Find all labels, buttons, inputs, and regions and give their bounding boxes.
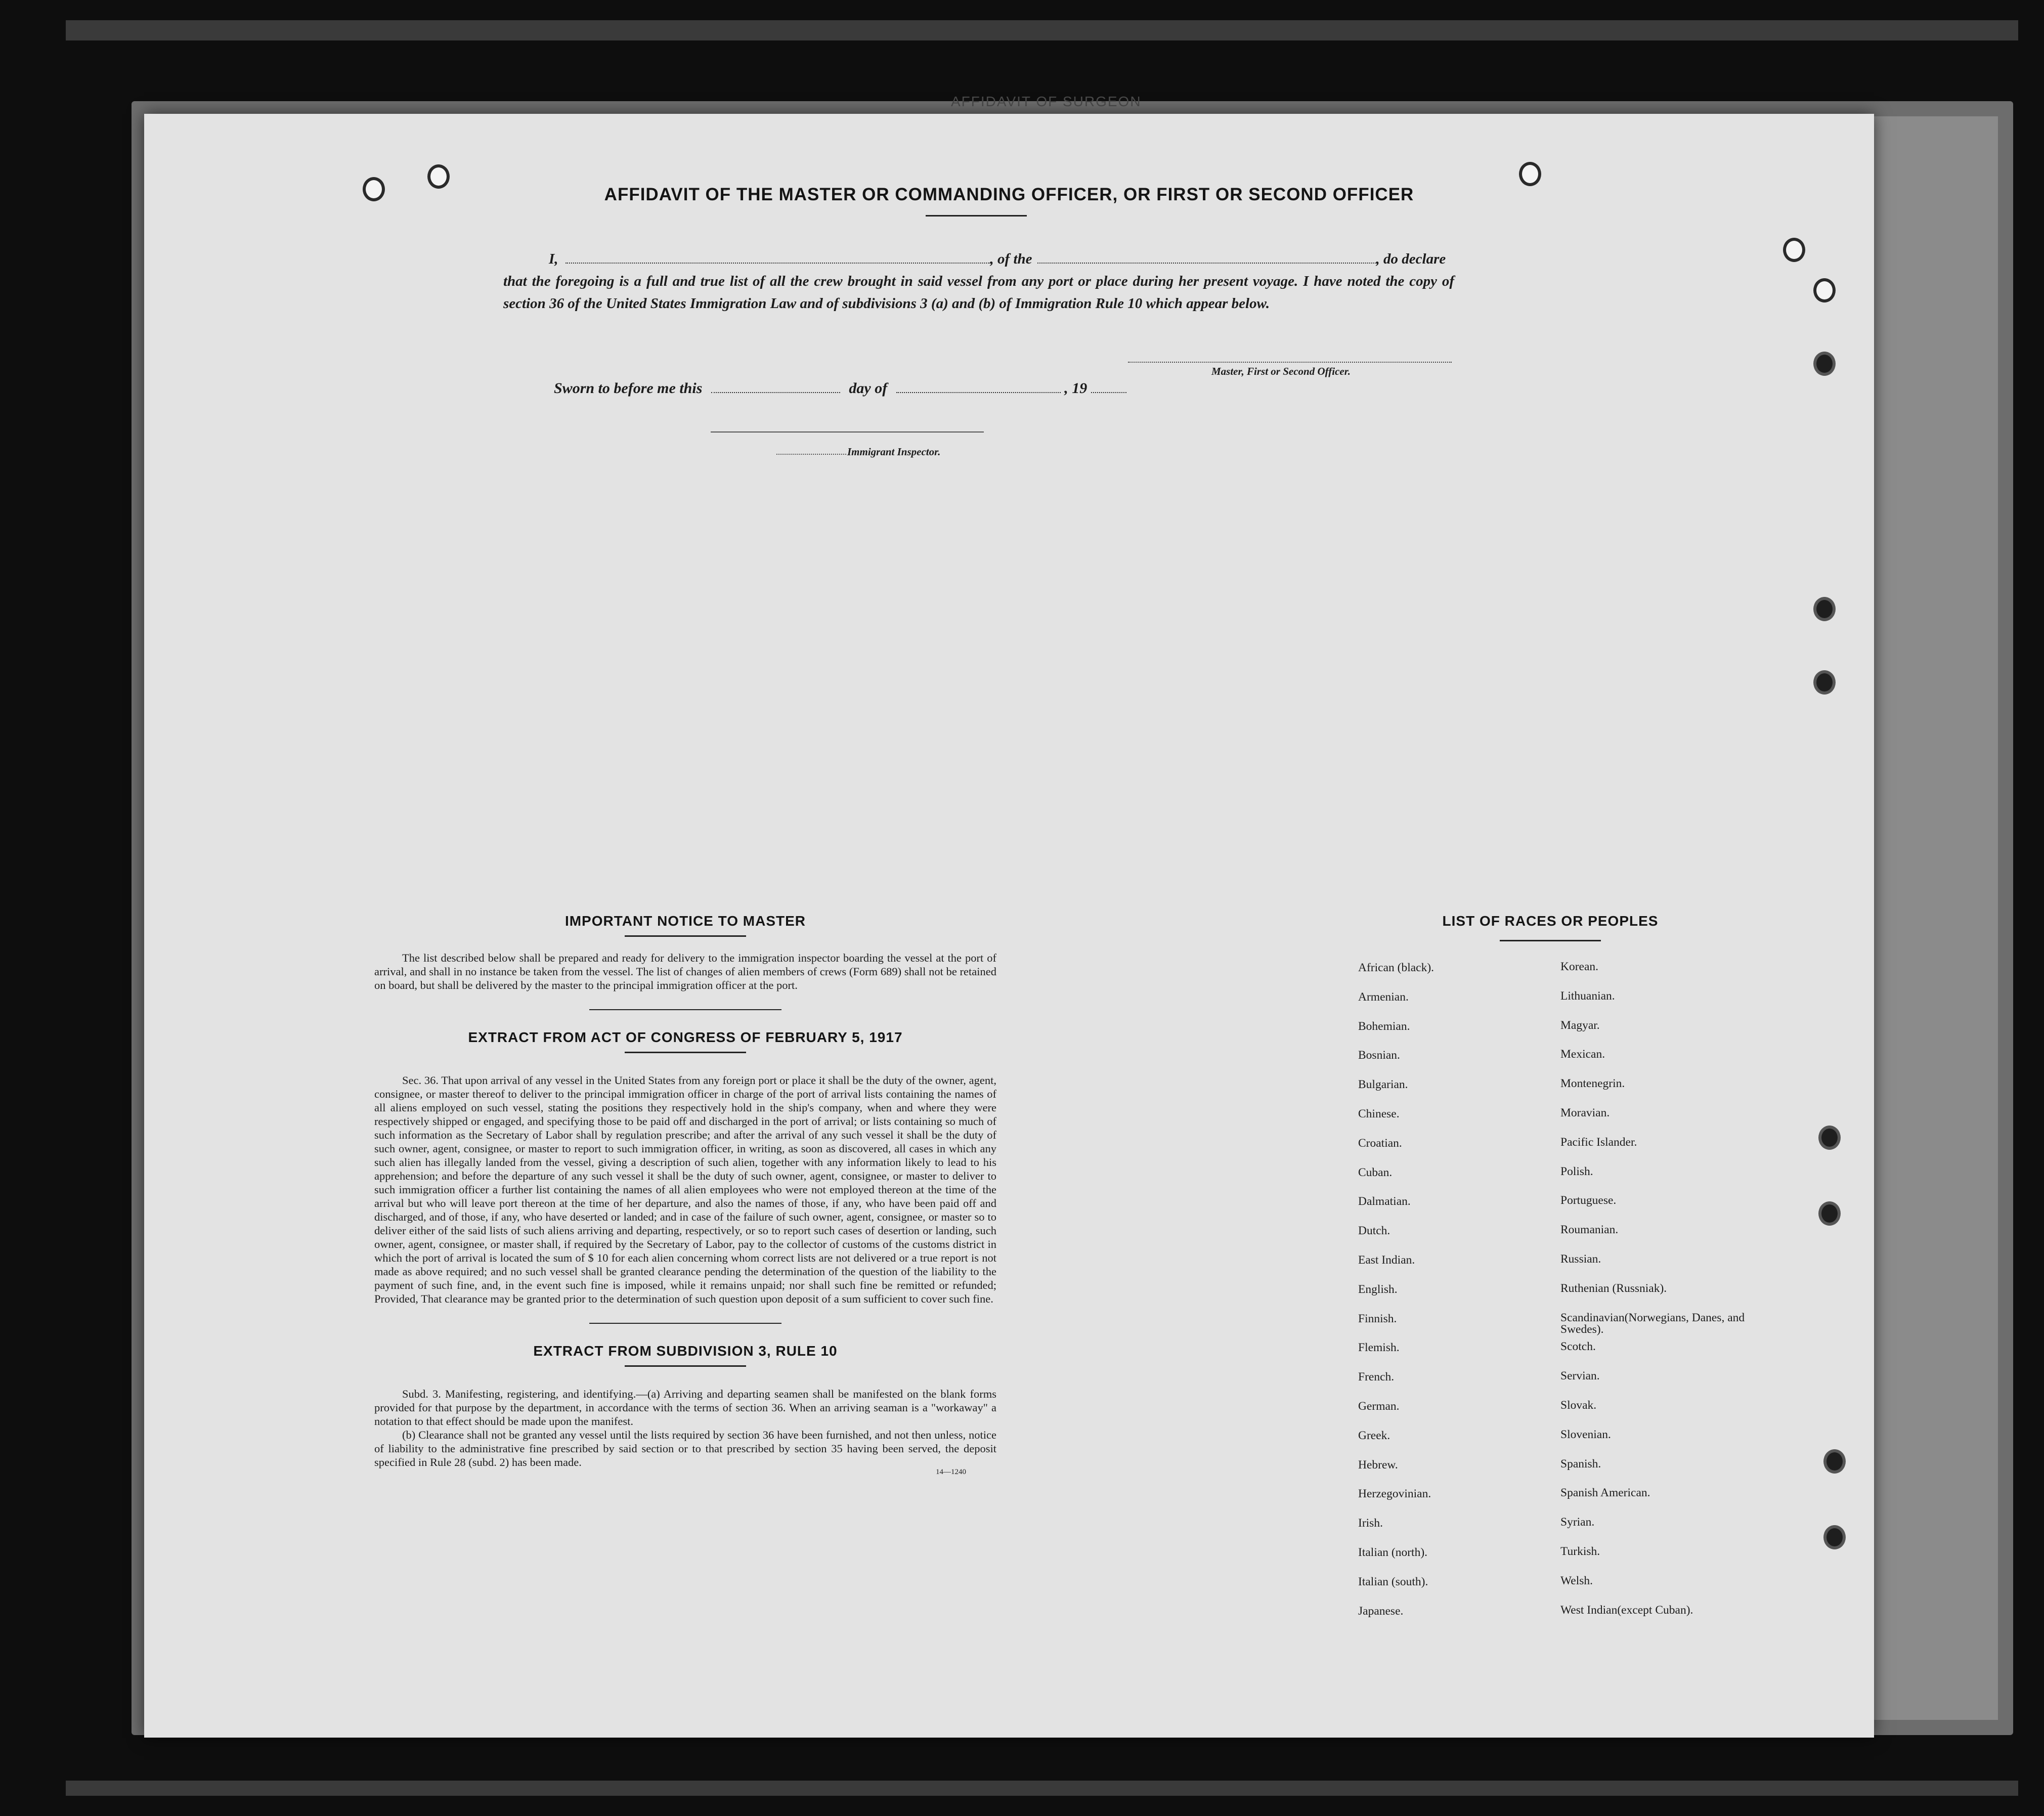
binder-hole-icon (1519, 162, 1541, 186)
binder-hole-icon (1823, 1449, 1846, 1474)
race-item: Flemish. (1358, 1341, 1400, 1355)
race-item: Turkish. (1560, 1544, 1600, 1558)
race-item: Italian (south). (1358, 1575, 1428, 1588)
race-item: Slovenian. (1560, 1428, 1611, 1441)
race-row (1358, 1049, 1773, 1078)
race-row (1358, 1020, 1773, 1049)
race-row (1358, 961, 1773, 990)
signature-line[interactable] (1128, 362, 1452, 363)
race-item: Finnish. (1358, 1312, 1397, 1325)
rule-extract-para-a: Subd. 3. Manifesting, registering, and identifying.—(a) Arriving and departing seamen shall be manifested on the blank forms provided for that purpose by the department, in accordance with the terms of section 36. When an arriving seaman is a "workaway" a notation to that effect should be made upon the manifest. (374, 1388, 996, 1428)
race-item: English. (1358, 1282, 1398, 1296)
races-list (1358, 961, 1773, 1633)
races-title-rule (1500, 940, 1601, 941)
race-row (1358, 1195, 1773, 1224)
sworn-day-field[interactable] (711, 381, 840, 393)
race-item: Moravian. (1560, 1106, 1610, 1119)
notice-text: The list described below shall be prepared and ready for delivery to the immigration inspector boarding the vessel at the port of arrival, and shall in no instance be taken from the vessel. The list of changes of alien members of crews (Form 689) shall not be retained on board, but shall be delivered by the master to the principal immigration officer at the port. (374, 952, 996, 991)
race-row (1358, 1487, 1773, 1517)
race-row (1358, 1078, 1773, 1107)
race-item: Italian (north). (1358, 1545, 1428, 1559)
race-item: Polish. (1560, 1164, 1593, 1178)
officer-name-field[interactable] (566, 251, 990, 264)
race-row (1358, 1312, 1773, 1342)
race-item: Roumanian. (1560, 1223, 1619, 1237)
sworn-label: Sworn to before me this (554, 380, 703, 397)
binder-hole-icon (1818, 1201, 1841, 1226)
race-item: French. (1358, 1370, 1395, 1384)
race-item: Croatian. (1358, 1136, 1402, 1150)
race-item: Armenian. (1358, 990, 1409, 1004)
sworn-line (554, 380, 1126, 397)
sworn-year-field[interactable] (1091, 381, 1126, 393)
rule-extract-title: EXTRACT FROM SUBDIVISION 3, RULE 10 (533, 1343, 838, 1359)
race-row (1358, 1575, 1773, 1605)
document-page (144, 114, 1874, 1738)
race-item: Bosnian. (1358, 1049, 1400, 1062)
of-the-label: , of the (990, 251, 1032, 267)
binder-hole-icon (1813, 670, 1836, 695)
section-divider (589, 1009, 781, 1010)
affidavit-title: AFFIDAVIT OF THE MASTER OR COMMANDING OFFICER, OR FIRST OR SECOND OFFICER (604, 185, 1414, 204)
race-row (1358, 1341, 1773, 1370)
race-item: Dalmatian. (1358, 1195, 1411, 1208)
inspector-signature-line[interactable] (711, 431, 984, 433)
race-item: Greek. (1358, 1429, 1390, 1442)
race-row (1358, 1429, 1773, 1458)
race-item: Spanish. (1560, 1457, 1601, 1471)
binder-hole-icon (1783, 238, 1805, 262)
race-row (1358, 1166, 1773, 1195)
race-item: Irish. (1358, 1517, 1383, 1530)
form-number: 14—1240 (936, 1468, 966, 1476)
race-row (1358, 1546, 1773, 1575)
binder-hole-icon (1813, 278, 1836, 302)
race-item: Ruthenian (Russniak). (1560, 1281, 1667, 1295)
race-row (1358, 1517, 1773, 1546)
race-item: Bulgarian. (1358, 1078, 1408, 1092)
race-item: Chinese. (1358, 1107, 1400, 1120)
section-divider (589, 1323, 781, 1324)
race-row (1358, 1283, 1773, 1312)
race-item: Slovak. (1560, 1398, 1597, 1412)
race-item: Scandinavian(Norwegians, Danes, and Swedes). (1560, 1311, 1745, 1336)
race-item: Lithuanian. (1560, 989, 1615, 1003)
race-item: Portuguese. (1560, 1194, 1617, 1207)
rule-extract-title-rule (625, 1365, 746, 1367)
race-item: African (black). (1358, 961, 1434, 974)
race-item: Pacific Islander. (1560, 1135, 1637, 1149)
affidavit-declaration-line (503, 248, 1454, 270)
race-row (1358, 1400, 1773, 1429)
race-item: Spanish American. (1560, 1486, 1650, 1500)
race-item: Scotch. (1560, 1340, 1596, 1354)
day-of-label: day of (849, 380, 888, 397)
sworn-month-field[interactable] (896, 381, 1061, 393)
ghost-header-text: AFFIDAVIT OF SURGEON (951, 94, 1142, 109)
act-extract-text: Sec. 36. That upon arrival of any vessel in the United States from any foreign port or place it shall be the duty of the owner, agent, consignee, or master thereof to deliver to the principal immigration officer in charge of the port of arrival lists containing the names of all aliens employed on such vessel, stating the positions they respectively hold in the ship's company, when and where they were respectively shipped or engaged, and specifying those to be paid off and discharged in the port of arrival; or lists containing so much of such information as the Secretary of Labor shall by regulation prescribe; and after the arrival of any such vessel it shall be the duty of such owner, agent, consignee, or master to report to such immigration officer, in writing, as soon as discovered, all cases in which any such alien has illegally landed from the vessel, giving a description of such alien, together with any information likely to lead to his apprehension; and before the departure of any such vessel it shall be the duty of such owner, agent, consignee, or master to deliver to such immigration officer a further list containing the names of all alien employees who were not employed thereon at the time of the arrival but who will leave port thereon at the time of her departure, and also the names of those, if any, who have been paid off and discharged, and of those, if any, who have deserted or landed; and in case of the failure of such owner, agent, consignee, or master so to deliver either of the said lists of such aliens arriving and departing, respectively, or so to report such cases of desertion or landing, such owner, agent, consignee, or master shall, if required by the Secretary of Labor, pay to the collector of customs of the customs district in which the port of arrival is located the sum of $ 10 for each alien concerning whom correct lists are not delivered or a true report is not made as above required; and no such vessel shall be granted clearance pending the determination of the question of the liability to the payment of such fine, and, in the event such fine is imposed, while it remains unpaid; nor shall such fine be remitted or refunded; Provided, That clearance may be granted prior to the determination of such question upon deposit of a sum sufficient to cover such fine. (374, 1074, 996, 1305)
inspector-dots (776, 454, 846, 455)
film-border-top (66, 20, 2018, 40)
race-row (1358, 990, 1773, 1020)
vessel-name-field[interactable] (1037, 251, 1376, 264)
signature-caption: Master, First or Second Officer. (1211, 365, 1351, 377)
race-item: Russian. (1560, 1252, 1601, 1266)
race-row (1358, 1137, 1773, 1166)
binder-hole-icon (1823, 1525, 1846, 1549)
race-row (1358, 1224, 1773, 1253)
act-extract-title: EXTRACT FROM ACT OF CONGRESS OF FEBRUARY 5, 1917 (468, 1029, 903, 1045)
race-item: West Indian(except Cuban). (1560, 1603, 1693, 1617)
race-item: Servian. (1560, 1369, 1600, 1383)
race-item: East Indian. (1358, 1253, 1415, 1267)
affidavit-body (503, 248, 1454, 315)
binder-hole-icon (1818, 1126, 1841, 1150)
binder-hole-icon (1813, 352, 1836, 376)
film-border-bottom (66, 1781, 2018, 1796)
year-label: , 19 (1064, 380, 1088, 397)
race-item: Montenegrin. (1560, 1077, 1625, 1091)
race-item: Mexican. (1560, 1048, 1605, 1061)
race-item: Cuban. (1358, 1165, 1393, 1179)
rule-extract-para-b: (b) Clearance shall not be granted any vessel until the lists required by section 36 have been furnished, and not then unless, notice of liability to the administrative fine prescribed by said section or to that prescribed by section 35 having been served, the deposit specified in Rule 28 (subd. 2) has been made. (374, 1429, 996, 1468)
binder-hole-icon (1813, 597, 1836, 621)
i-label: I, (549, 251, 558, 267)
notices-column (374, 913, 996, 1477)
race-item: Syrian. (1560, 1516, 1595, 1529)
race-item: Japanese. (1358, 1604, 1404, 1618)
race-item: Dutch. (1358, 1224, 1390, 1238)
race-item: Magyar. (1560, 1018, 1600, 1032)
affidavit-title-rule (926, 215, 1027, 217)
act-extract-title-rule (625, 1052, 746, 1053)
race-row (1358, 1107, 1773, 1137)
race-row (1358, 1370, 1773, 1400)
race-item: Welsh. (1560, 1574, 1593, 1587)
inspector-caption: Immigrant Inspector. (847, 446, 941, 458)
race-item: Hebrew. (1358, 1458, 1398, 1472)
race-item: Herzegovinian. (1358, 1487, 1431, 1501)
notice-title: IMPORTANT NOTICE TO MASTER (564, 913, 806, 929)
race-item: Bohemian. (1358, 1019, 1410, 1033)
race-item: Korean. (1560, 960, 1599, 973)
race-row (1358, 1605, 1773, 1634)
races-title: LIST OF RACES OR PEOPLES (1442, 913, 1659, 929)
race-item: German. (1358, 1399, 1400, 1413)
do-declare-label: , do declare (1376, 251, 1446, 267)
race-row (1358, 1253, 1773, 1283)
race-row (1358, 1458, 1773, 1488)
notice-title-rule (625, 935, 746, 937)
affidavit-declaration-text: that the foregoing is a full and true list of all the crew brought in said vessel from any port or place during her present voyage. I have noted the copy of section 36 of the United States Immigration Law and of subdivisions 3 (a) and (b) of Immigration Rule 10 which appear below. (503, 273, 1454, 312)
